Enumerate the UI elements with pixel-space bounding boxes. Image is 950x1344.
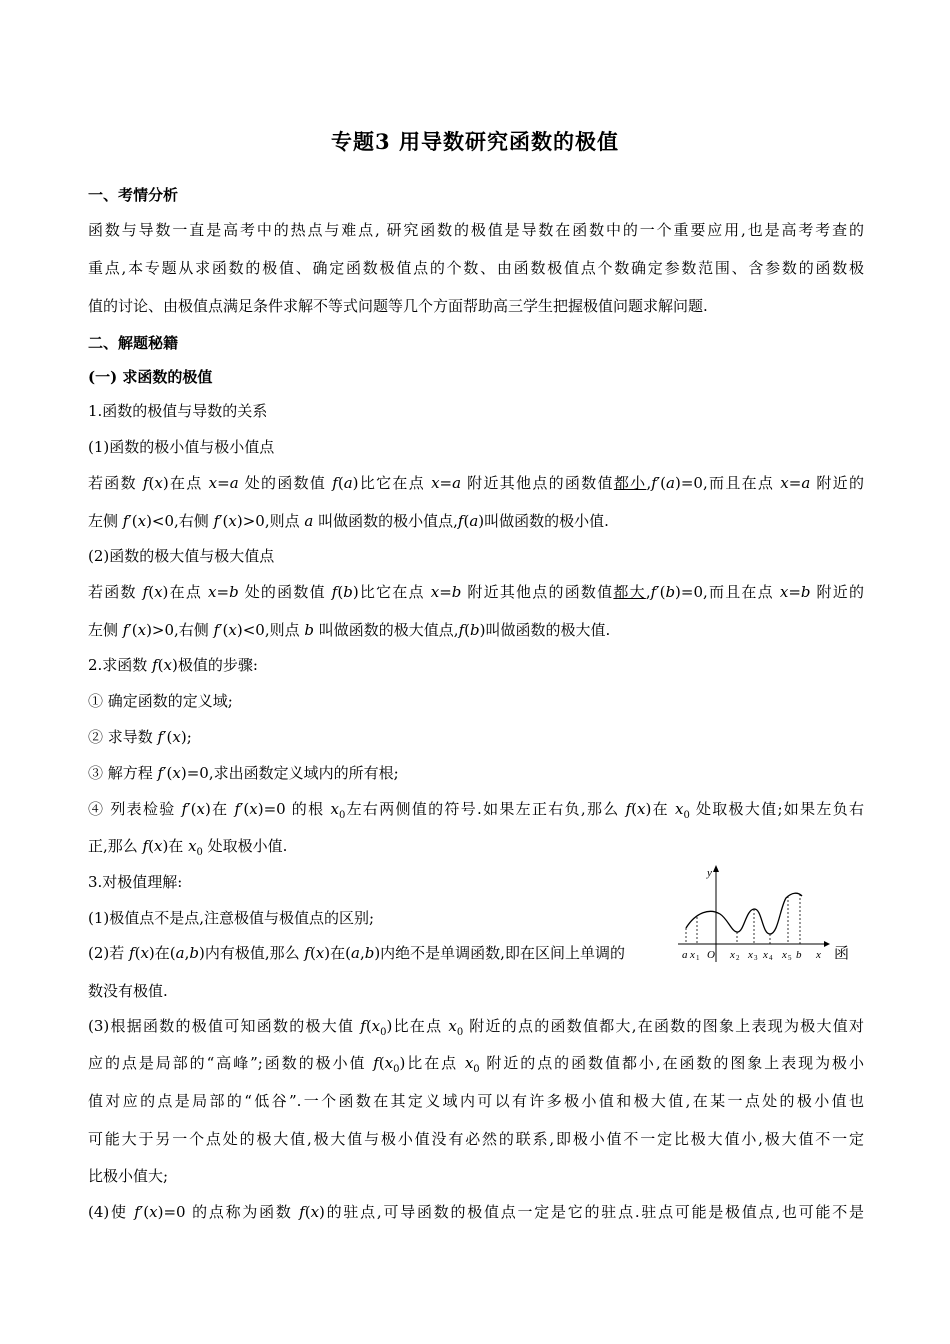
paragraph-line: 1.函数的极值与导数的关系 [88, 402, 268, 420]
paragraph-line: (1)极值点不是点,注意极值与极值点的区别; [88, 909, 375, 927]
paragraph-line: 函 [834, 944, 850, 962]
underlined-term: 都小 [613, 474, 647, 492]
label-x2-sub: 2 [736, 954, 740, 962]
paragraph-line: 若函数 f(x)在点 x=b 处的函数值 f(b)比它在点 x=b 附近其他点的函数值都大,f′(b)=0,而且在点 x=b 附近的 [88, 583, 864, 601]
label-x1: x [690, 949, 695, 961]
paragraph-line: (2)若 f(x)在(a,b)内有极值,那么 f(x)在(a,b)内绝不是单调函数,即在区间上单调的 [88, 944, 625, 962]
label-x1-sub: 1 [696, 954, 700, 962]
text-span: ③ 解方程 [88, 764, 158, 782]
x-axis-label: x [816, 949, 821, 961]
step-item: ① 确定函数的定义域; [88, 692, 233, 710]
underlined-term: 都大 [613, 583, 646, 601]
paragraph-line: 值对应的点是局部的“低谷”.一个函数在其定义域内可以有许多极小值和极大值,在某一点处的极小值也 [88, 1092, 864, 1110]
paragraph-line: 3.对极值理解: [88, 873, 183, 891]
paragraph-line: 函数与导数一直是高考中的热点与难点, 研究函数的极值是导数在函数中的一个重要应用,也是高考考查的 [88, 221, 864, 239]
text-span: 极值的步骤: [177, 656, 258, 674]
text-span: 2.求函数 [88, 656, 153, 674]
text-span: 应的点是局部的“高峰”;函数的极小值 [88, 1054, 374, 1072]
section-heading-analysis: 一、考情分析 [88, 186, 179, 204]
paragraph-line: 数没有极值. [88, 982, 168, 1000]
paragraph-line: (1)函数的极小值与极小值点 [88, 438, 275, 456]
paragraph-line: 左侧 f′(x)<0,右侧 f′(x)>0,则点 a 叫做函数的极小值点,f(a)叫做函数的极小值. [88, 512, 609, 530]
paragraph-line: 可能大于另一个点处的极大值,极大值与极小值没有必然的联系,即极小值不一定比极大值小,极大值不一定 [88, 1130, 864, 1148]
paragraph-line: 应的点是局部的“高峰”;函数的极小值 $f(x_0)$比在点 $x_0$ 附近的点的函数值都小,在函数的图象上表现为极小 [88, 1054, 864, 1075]
paragraph-line: (3)根据函数的极值可知函数的极大值 $f(x_0)$比在点 $x_0$ 附近的点的函数值都大,在函数的图象上表现为极大值对 [88, 1017, 864, 1038]
paragraph-line: (2)函数的极大值与极大值点 [88, 547, 275, 565]
step-item: ④ 列表检验 f′(x)在 f′(x)=0 的根 $x_0$左右两侧值的符号.如果左正右负,那么 f(x)在 $x_0$ 处取极大值;如果左负右 [88, 800, 864, 821]
paragraph-line: 2.求函数 f(x)极值的步骤: [88, 656, 258, 674]
label-x4-sub: 4 [769, 954, 773, 962]
label-x4: x [763, 949, 768, 961]
page-title: 专题3 用导数研究函数的极值 [331, 129, 619, 154]
x-axis-arrow-icon [824, 941, 830, 947]
label-x5: x [782, 949, 787, 961]
function-graph-figure [674, 862, 834, 967]
text-span: ② 求导数 [88, 728, 158, 746]
label-x3: x [748, 949, 753, 961]
text-span: =0,求出函数定义域内的所有根; [186, 764, 399, 782]
y-axis-label: y [707, 867, 712, 879]
label-a: a [682, 949, 688, 961]
step-item: ② 求导数 f′(x); [88, 728, 192, 746]
paragraph-line: 重点,本专题从求函数的极值、确定函数极值点的个数、由函数极值点个数确定参数范围、含参数的函数极 [88, 259, 864, 277]
subsection-heading: (一) 求函数的极值 [88, 368, 213, 386]
label-b: b [796, 949, 802, 961]
step-item: 正,那么 f(x)在 $x_0$ 处取极小值. [88, 837, 288, 858]
dashed-guides [686, 894, 800, 944]
section-heading-secrets: 二、解题秘籍 [88, 334, 179, 352]
paragraph-line: 值的讨论、由极值点满足条件求解不等式问题等几个方面帮助高三学生把握极值问题求解问题. [88, 297, 708, 315]
origin-label: O [707, 949, 715, 961]
function-curve [686, 893, 802, 934]
label-x5-sub: 5 [788, 954, 792, 962]
paragraph-line: 左侧 f′(x)>0,右侧 f′(x)<0,则点 b 叫做函数的极大值点,f(b)叫做函数的极大值. [88, 621, 611, 639]
label-x3-sub: 3 [754, 954, 758, 962]
label-x2: x [730, 949, 735, 961]
y-axis-arrow-icon [713, 865, 719, 872]
step-item: ③ 解方程 f′(x)=0,求出函数定义域内的所有根; [88, 764, 399, 782]
paragraph-line: (4)使 f′(x)=0 的点称为函数 f(x)的驻点,可导函数的极值点一定是它的驻点.驻点可能是极值点,也可能不是 [88, 1203, 864, 1221]
paragraph-line: 比极小值大; [88, 1167, 169, 1185]
paragraph-line: 若函数 f(x)在点 x=a 处的函数值 f(a)比它在点 x=a 附近其他点的函数值都小,f′(a)=0,而且在点 x=a 附近的 [88, 474, 864, 492]
